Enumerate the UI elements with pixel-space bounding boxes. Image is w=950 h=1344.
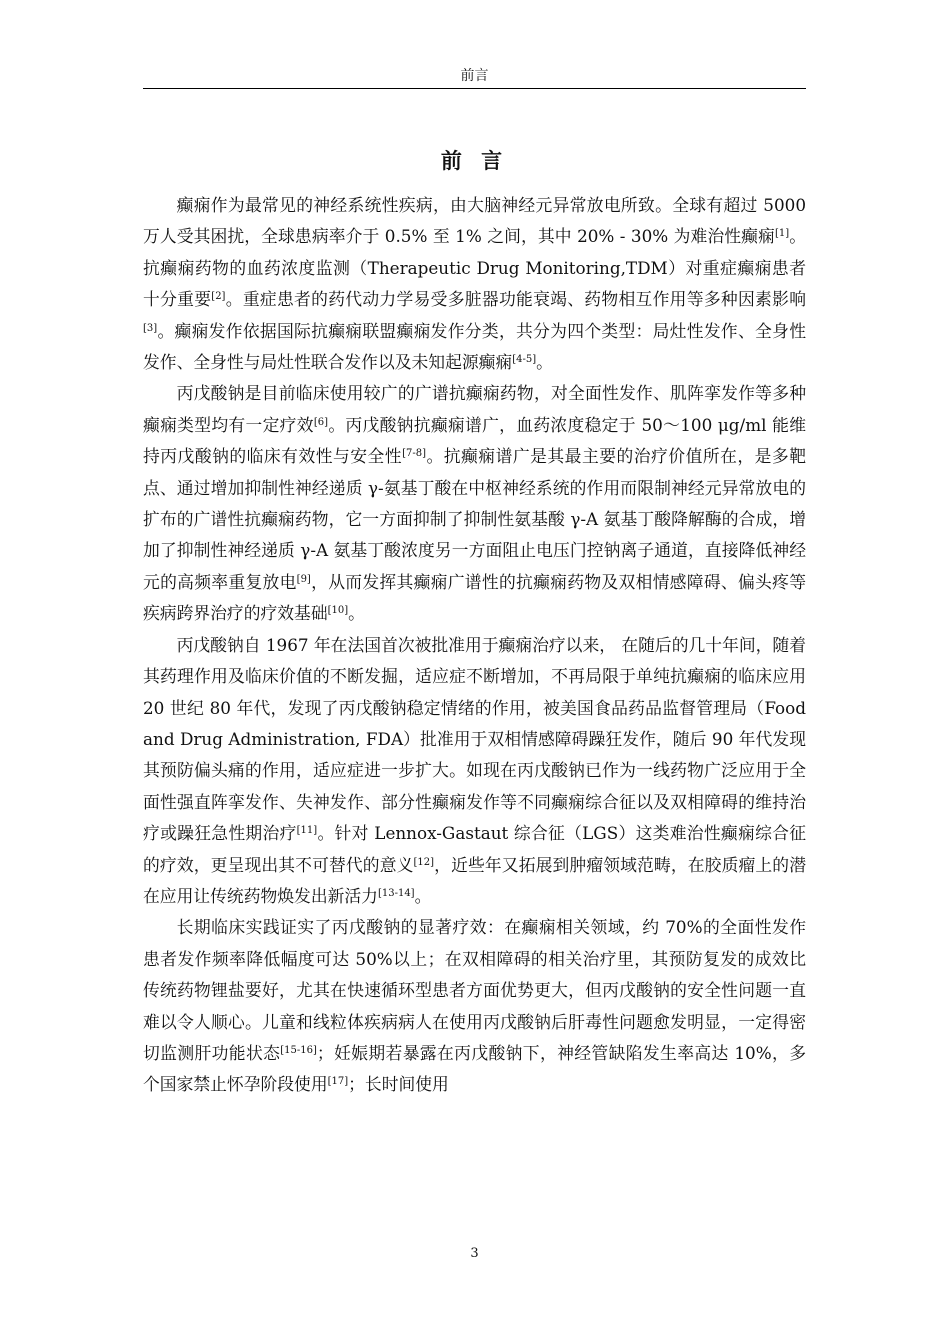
running-header: 前言 [460, 68, 489, 84]
text-run: 。 [348, 603, 365, 624]
text-run: 。丙戊酸钠抗癫痫谱广，血药浓度稳定于 50～100 μg/ml 能维持丙戊酸钠的临床有效性与安全性 [143, 414, 806, 467]
paragraph [143, 190, 806, 378]
citation-ref: [11] [296, 825, 318, 837]
text-run: ，从而发挥其癫痫广谱性的抗癫痫药物及双相情感障碍、偏头疼等疾病跨界治疗的疗效基础 [143, 571, 806, 624]
section-title: 前 言 [440, 149, 509, 173]
text-run: 。抗癫痫谱广是其最主要的治疗价值所在，是多靶点、通过增加抑制性神经递质 γ-氨基丁酸在中枢神经系统的作用而限制神经元异常放电的扩布的广谱性抗癫痫药物，它一方面抑制了抑制性氨基酸 γ-A 氨基丁酸降解酶的合成，增加了抑制性神经递质 γ-A 氨基丁酸浓度另一方面阻止电压门控钠离子通道，直接降低神经元的高频率重复放电 [143, 446, 806, 592]
citation-ref: [4-5] [512, 354, 537, 366]
text-run: 长期临床实践证实了丙戊酸钠的显著疗效：在癫痫相关领域，约 70%的全面性发作患者发作频率降低幅度可达 50%以上；在双相障碍的相关治疗里，其预防复发的成效比传统药物锂盐要好，尤其在快速循环型患者方面优势更大，但丙戊酸钠的安全性问题一直难以令人顺心。儿童和线粒体疾病病人在使用丙戊酸钠后肝毒性问题愈发明显，一定得密切监测肝功能状态 [143, 917, 806, 1063]
citation-ref: [10] [327, 605, 349, 617]
citation-ref: [2] [211, 291, 226, 303]
citation-ref: [9] [296, 573, 311, 585]
citation-ref: [13-14] [377, 887, 415, 899]
text-run: 。 [414, 885, 432, 906]
page-number: 3 [470, 1246, 479, 1261]
paragraph [143, 378, 806, 629]
citation-ref: [17] [327, 1076, 349, 1088]
text-run: 。癫痫发作依据国际抗癫痫联盟癫痫发作分类，共分为四个类型：局灶性发作、全身性发作、全身性与局灶性联合发作以及未知起源癫痫 [143, 320, 806, 373]
text-run: 。 [536, 352, 553, 373]
text-run: ；妊娠期若暴露在丙戊酸钠下，神经管缺陷发生率高达 10%，多个国家禁止怀孕阶段使用 [143, 1042, 806, 1095]
citation-ref: [12] [413, 856, 435, 868]
citation-ref: [15-16] [280, 1044, 317, 1056]
text-run: 。重症患者的药代动力学易受多脏器功能衰竭、药物相互作用等多种因素影响 [225, 289, 806, 310]
citation-ref: [3] [143, 322, 158, 334]
text-run: ，近些年又拓展到肿瘤领域范畴，在胶质瘤上的潜在应用让传统药物焕发出新活力 [143, 854, 806, 906]
text-run: 癫痫作为最常见的神经系统性疾病，由大脑神经元异常放电所致。全球有超过 5000 万人受其困扰，全球患病率介于 0.5% 至 1% 之间，其中 20% - 30% 为难治性癫痫 [143, 195, 806, 247]
citation-ref: [6] [313, 416, 329, 428]
citation-ref: [1] [774, 228, 790, 240]
text-run: ；长时间使用 [348, 1074, 449, 1095]
header-rule [143, 88, 806, 89]
citation-ref: [7-8] [402, 448, 426, 460]
text-run: 丙戊酸钠是目前临床使用较广的广谱抗癫痫药物，对全面性发作、肌阵挛发作等多种癫痫类型均有一定疗效 [143, 383, 806, 435]
paragraph [143, 630, 806, 913]
text-run: 丙戊酸钠自 1967 年在法国首次被批准用于癫痫治疗以来， 在随后的几十年间，随着其药理作用及临床价值的不断发掘，适应症不断增加，不再局限于单纯抗癫痫的临床应用 20 世纪 80 年代，发现了丙戊酸钠稳定情绪的作用，被美国食品药品监督管理局（Food and Drug Administration, FDA）批准用于双相情感障碍躁狂发作，随后 90 年代发现其预防偏头痛的作用，适应症进一步扩大。如现在丙戊酸钠已作为一线药物广泛应用于全面性强直阵挛发作、失神发作、部分性癫痫发作等不同癫痫综合征以及双相障碍的维持治疗或躁狂急性期治疗 [143, 634, 806, 844]
paragraph [143, 912, 806, 1100]
text-run: 。针对 Lennox-Gastaut 综合征（LGS）这类难治性癫痫综合征的疗效，更呈现出其不可替代的意义 [143, 823, 806, 875]
body-text [143, 190, 806, 1101]
text-run: 。抗癫痫药物的血药浓度监测（Therapeutic Drug Monitoring,TDM）对重症癫痫患者十分重要 [143, 226, 806, 310]
